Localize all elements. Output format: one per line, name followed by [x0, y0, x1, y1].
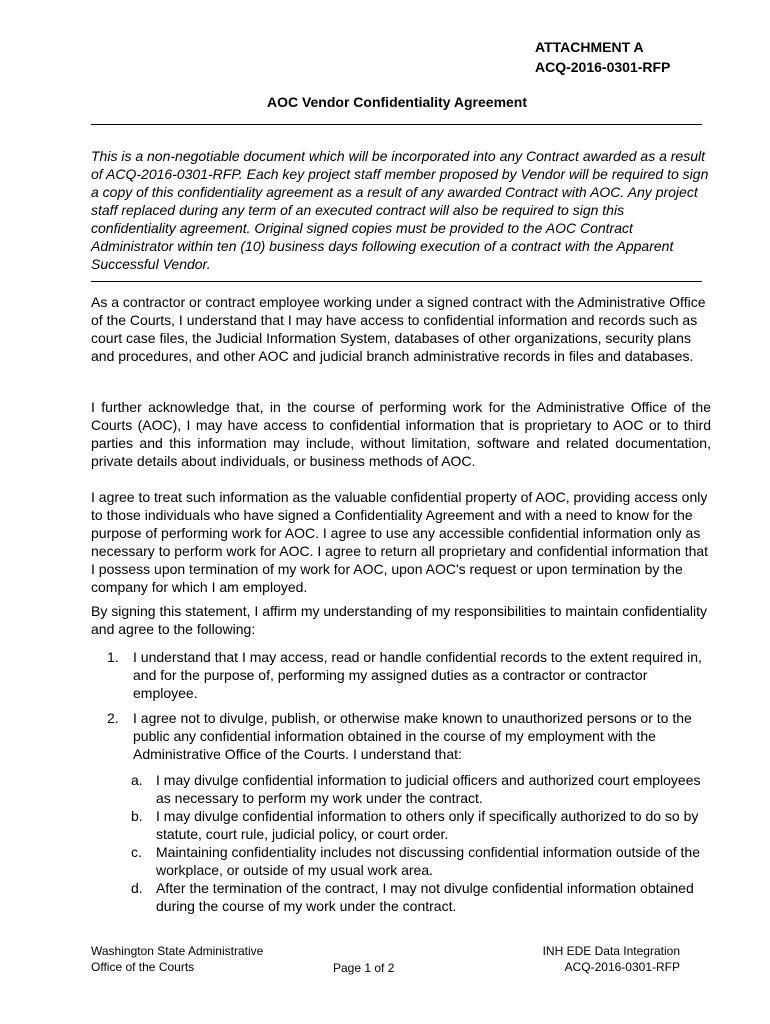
page-number: Page 1 of 2: [333, 961, 395, 975]
sublist-text: I may divulge confidential information to judicial officers and authorized court employees as necessary to perform my work under the contract.: [156, 772, 701, 806]
attachment-label: ATTACHMENT A: [535, 39, 644, 55]
sublist-letter: a.: [131, 772, 143, 788]
sublist-text: I may divulge confidential information to others only if specifically authorized to do so by statute, court rule, judicial policy, or court order.: [156, 808, 699, 842]
paragraph-affirm: By signing this statement, I affirm my understanding of my responsibilities to maintain confidentiality and agree to the following:: [91, 603, 708, 637]
paragraph-acknowledge: I further acknowledge that, in the course of performing work for the Administrative Office of the Courts (AOC), I may have access to confidential information that is proprietary to AOC or to third parties and this information may include, without limitation, software and related documentation, private details about individuals, or business methods of AOC.: [91, 399, 711, 469]
divider-top: [91, 124, 702, 125]
footer-org-line2: Office of the Courts: [91, 960, 195, 974]
footer-organization: [91, 943, 263, 975]
list-text: I agree not to divulge, publish, or otherwise make known to unauthorized persons or to the public any confidential information obtained in the course of my employment with the Administrative Office of the Courts. I understand that:: [133, 710, 692, 762]
sublist-letter: c.: [131, 844, 142, 860]
footer-org-line1: Washington State Administrative: [91, 944, 264, 958]
rfp-number: ACQ-2016-0301-RFP: [535, 59, 671, 75]
document-title: AOC Vendor Confidentiality Agreement: [266, 94, 528, 110]
paragraph-access: As a contractor or contract employee working under a signed contract with the Administrative Office of the Courts, I understand that I may have access to confidential information and records such as court case files, the Judicial Information System, databases of other organizations, security plans and procedures, and other AOC and judicial branch administrative records in files and databases.: [91, 294, 706, 364]
list-number: 2.: [107, 710, 119, 726]
divider-notice: [91, 281, 702, 282]
sublist-letter: d.: [131, 880, 143, 896]
footer-project: [530, 943, 680, 975]
footer-project-line1: INH EDE Data Integration: [542, 944, 680, 958]
sublist-text: After the termination of the contract, I may not divulge confidential information obtained during the course of my work under the contract.: [156, 880, 694, 914]
sublist-letter: b.: [131, 808, 143, 824]
paragraph-agree: I agree to treat such information as the valuable confidential property of AOC, providing access only to those individuals who have signed a Confidentiality Agreement and with a need to know for the purpose of performing work for AOC. I agree to use any accessible confidential information only as necessary to perform work for AOC. I agree to return all proprietary and confidential information that I possess upon termination of my work for AOC, upon AOC's request or upon termination by the company for which I am employed.: [91, 489, 709, 595]
list-number: 1.: [107, 649, 119, 665]
footer-project-line2: ACQ-2016-0301-RFP: [564, 960, 680, 974]
sublist-text: Maintaining confidentiality includes not discussing confidential information outside of the workplace, or outside of my usual work area.: [156, 844, 700, 878]
list-text: I understand that I may access, read or handle confidential records to the extent required in, and for the purpose of, performing my assigned duties as a contractor or contractor employee.: [133, 649, 702, 701]
attachment-header: [535, 37, 670, 77]
notice-paragraph: This is a non-negotiable document which will be incorporated into any Contract awarded as a result of ACQ-2016-0301-RFP. Each key project staff member proposed by Vendor will be required to sign a copy of this confidentiality agreement as a result of any awarded Contract with AOC. Any project staff replaced during any term of an executed contract will also be required to sign this confidentiality agreement. Original signed copies must be provided to the AOC Contract Administrator within ten (10) business days following execution of a contract with the Apparent Successful Vendor.: [91, 148, 709, 272]
